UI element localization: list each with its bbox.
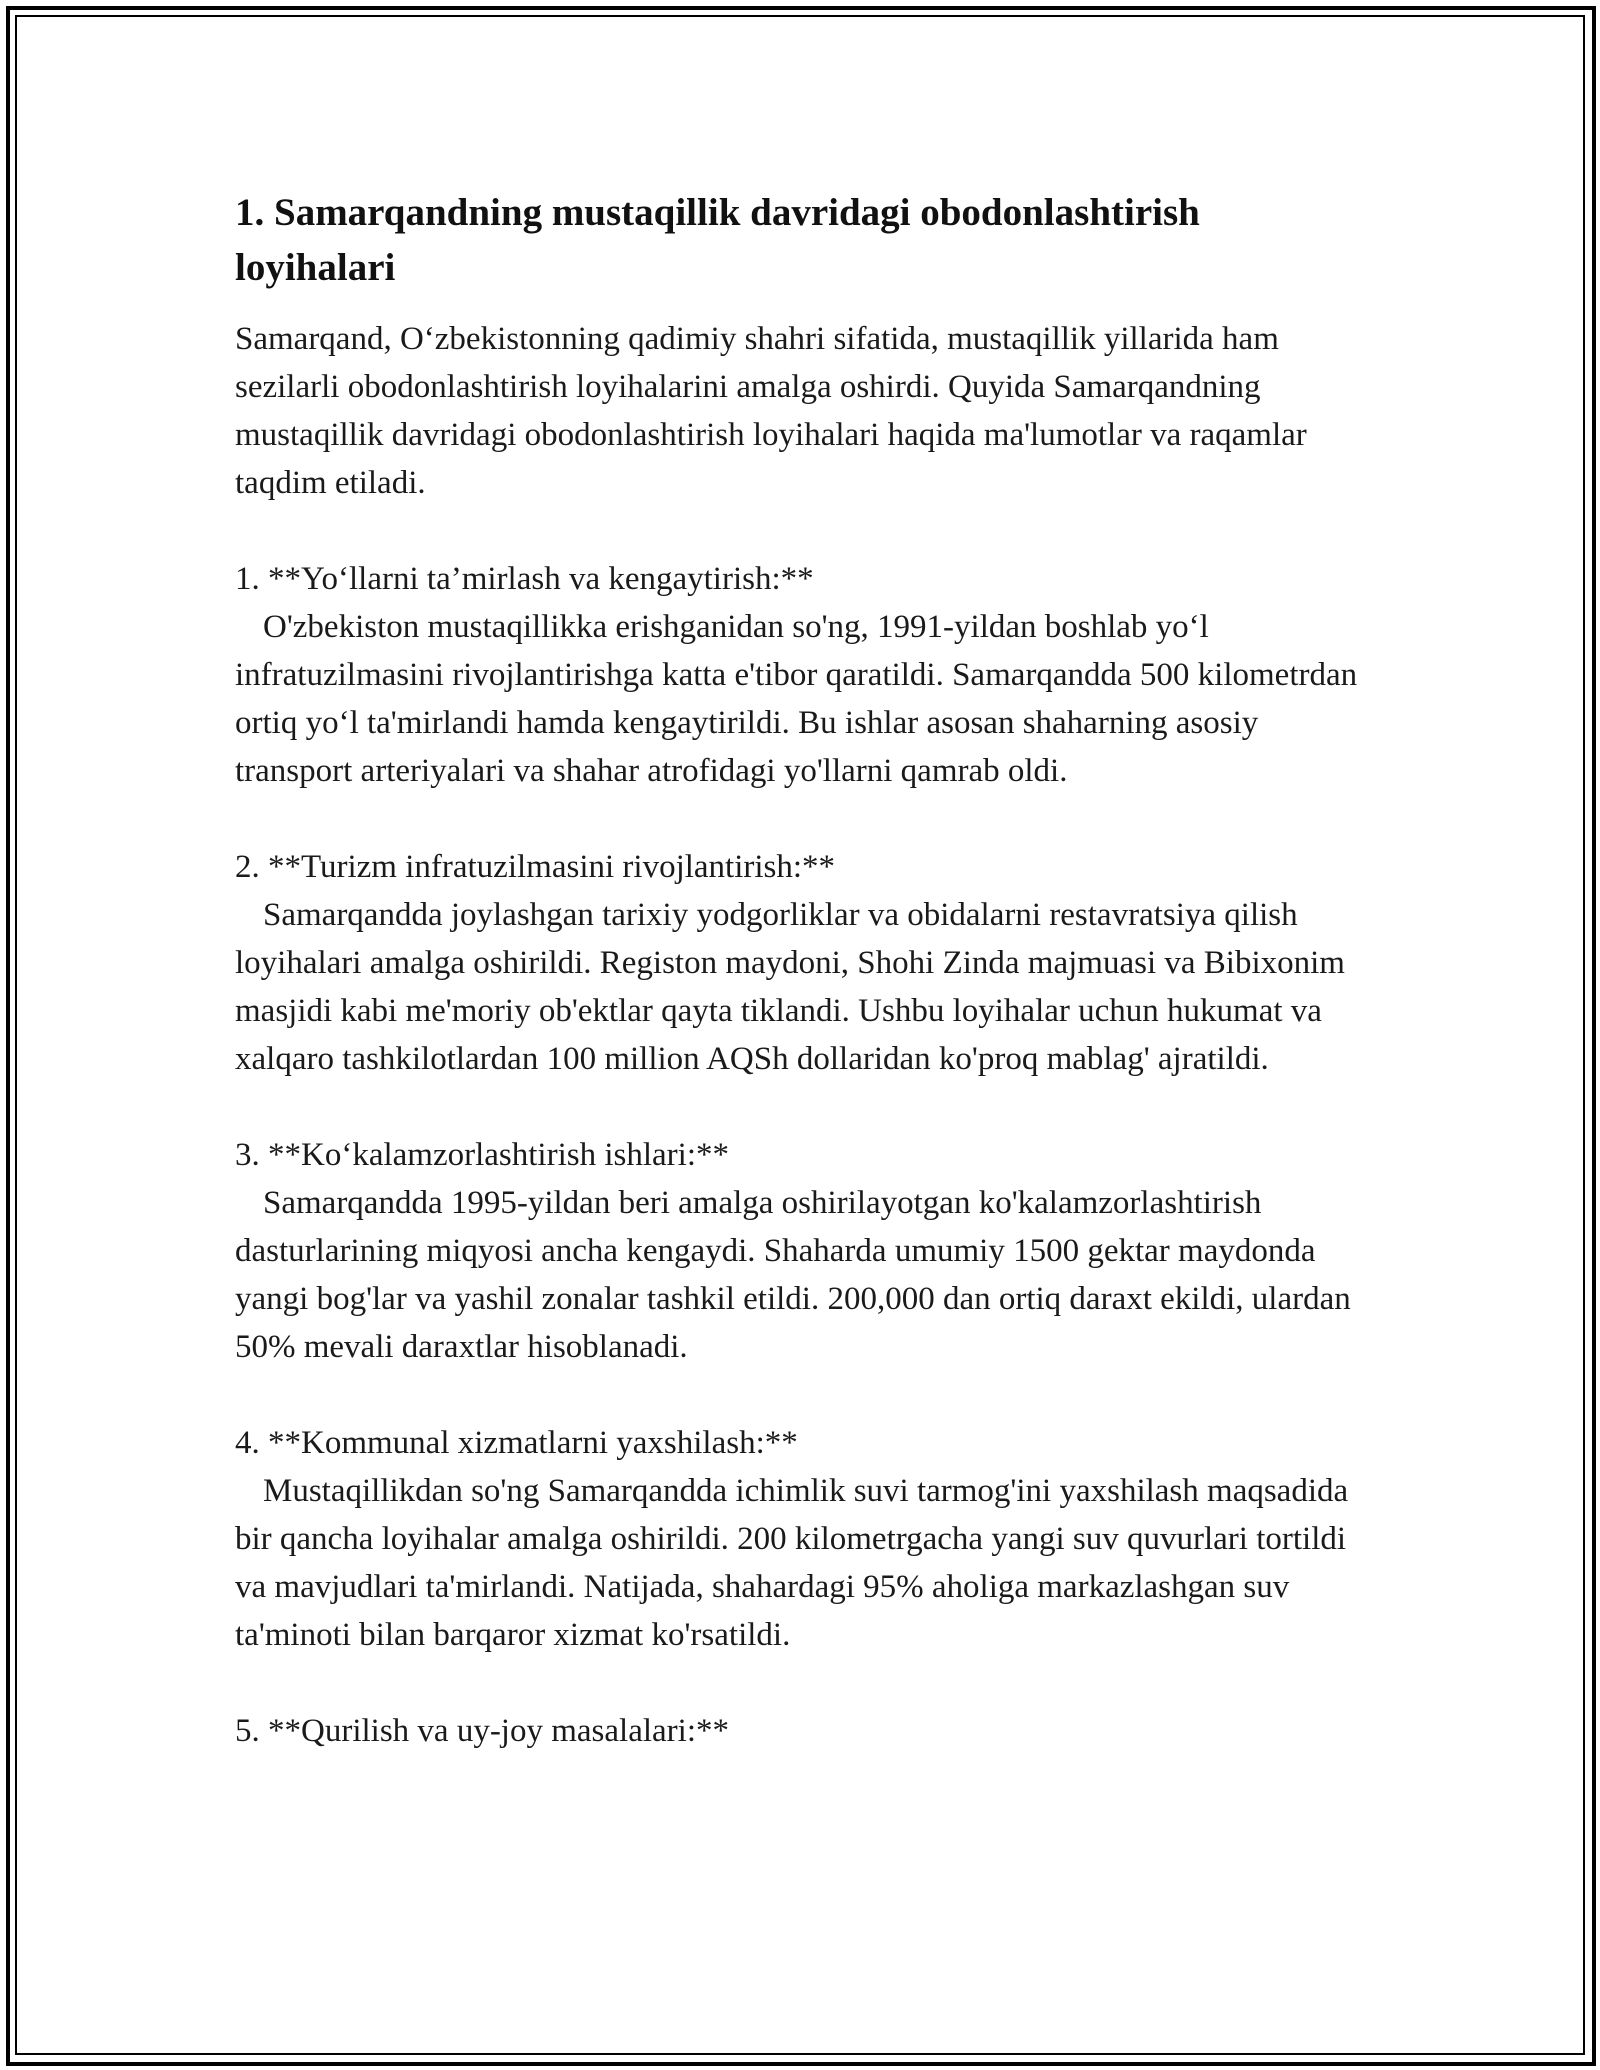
list-item	[235, 1419, 1365, 1659]
list-item-body: Samarqandda joylashgan tarixiy yodgorliklar va obidalarni restavratsiya qilish loyihalari amalga oshirildi. Registon maydoni, Shohi Zinda majmuasi va Bibixonim masjidi kabi me'moriy ob'ektlar qayta tiklandi. Ushbu loyihalar uchun hukumat va xalqaro tashkilotlardan 100 million AQSh dollaridan ko'proq mablag' ajratildi.	[235, 897, 1345, 1077]
list-item-heading: 5. **Qurilish va uy-joy masalalari:**	[235, 1713, 729, 1749]
list-item-heading: 3. **Ko‘kalamzorlashtirish ishlari:**	[235, 1137, 729, 1173]
list-item	[235, 843, 1365, 1083]
list-item-heading: 1. **Yo‘llarni ta’mirlash va kengaytirish:**	[235, 561, 814, 597]
list-item-heading: 4. **Kommunal xizmatlarni yaxshilash:**	[235, 1425, 798, 1461]
list-item-heading: 2. **Turizm infratuzilmasini rivojlantirish:**	[235, 849, 836, 885]
document-title: 1. Samarqandning mustaqillik davridagi obodonlashtirish loyihalari	[235, 191, 1200, 289]
list-item	[235, 1707, 1365, 1755]
list-item-body: O'zbekiston mustaqillikka erishganidan so'ng, 1991-yildan boshlab yo‘l infratuzilmasini rivojlantirishga katta e'tibor qaratildi. Samarqandda 500 kilometrdan ortiq yo‘l ta'mirlandi hamda kengaytirildi. Bu ishlar asosan shaharning asosiy transport arteriyalari va shahar atrofidagi yo'llarni qamrab oldi.	[235, 609, 1358, 789]
list-item	[235, 1131, 1365, 1371]
document-content	[235, 185, 1365, 1803]
list-item-body: Samarqandda 1995-yildan beri amalga oshirilayotgan ko'kalamzorlashtirish dasturlarining miqyosi ancha kengaydi. Shaharda umumiy 1500 gektar maydonda yangi bog'lar va yashil zonalar tashkil etildi. 200,000 dan ortiq daraxt ekildi, ulardan 50% mevali daraxtlar hisoblanadi.	[235, 1185, 1351, 1365]
intro-paragraph: Samarqand, O‘zbekistonning qadimiy shahri sifatida, mustaqillik yillarida ham sezilarli obodonlashtirish loyihalarini amalga oshirdi. Quyida Samarqandning mustaqillik davridagi obodonlashtirish loyihalari haqida ma'lumotlar va raqamlar taqdim etiladi.	[235, 321, 1316, 501]
list-item	[235, 555, 1365, 795]
list-item-body: Mustaqillikdan so'ng Samarqandda ichimlik suvi tarmog'ini yaxshilash maqsadida bir qancha loyihalar amalga oshirildi. 200 kilometrgacha yangi suv quvurlari tortildi va mavjudlari ta'mirlandi. Natijada, shahardagi 95% aholiga markazlashgan suv ta'minoti bilan barqaror xizmat ko'rsatildi.	[235, 1473, 1349, 1653]
